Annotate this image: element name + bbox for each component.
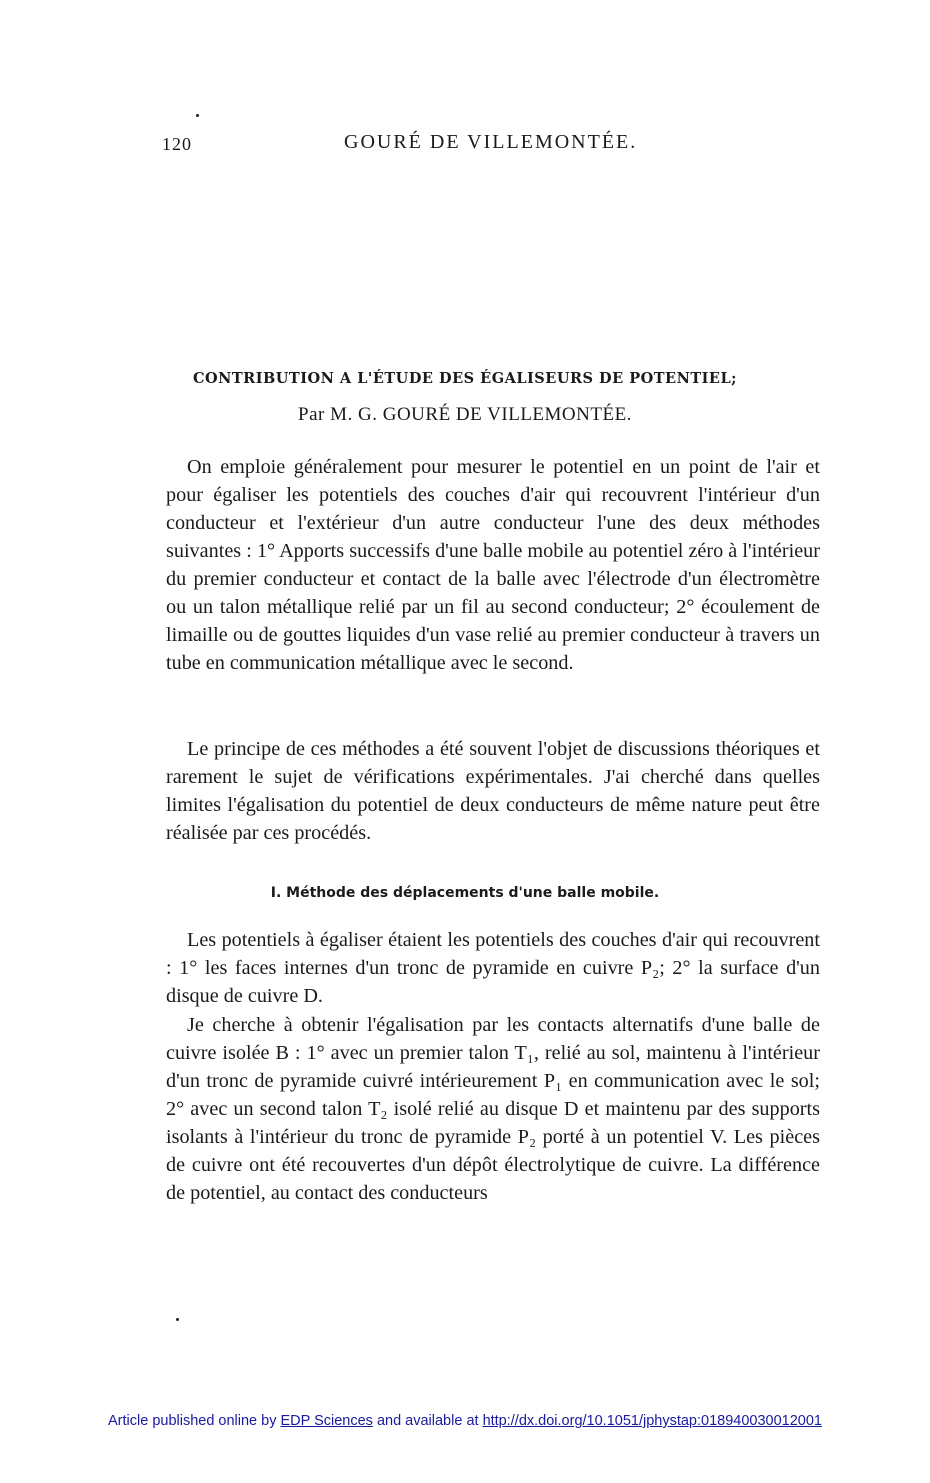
section-paragraph-2	[166, 1011, 820, 1207]
section-heading: I. Méthode des déplacements d'une balle mobile.	[270, 885, 660, 901]
footer-prefix: Article published online by	[108, 1413, 277, 1429]
running-head: GOURÉ DE VILLEMONTÉE.	[344, 131, 638, 153]
intro-paragraph-1	[166, 453, 820, 677]
paragraph-text: On emploie généralement pour mesurer le potentiel en un point de l'air et pour égaliser les potentiels des couches d'air qui recouvrent l'intérieur d'un conducteur et l'extérieur d'un autre conducteur l'une des deux méthodes suivantes : 1° Apports successifs d'une balle mobile au potentiel zéro à l'intérieur du premier conducteur et contact de la balle avec l'électrode d'un électromètre ou un talon métallique relié par un fil au second conducteur; 2° écoulement de limaille ou de gouttes liquides d'un vase relié au premier conducteur à travers un tube en communication métallique avec le second.	[166, 456, 820, 674]
paragraph-text: Les potentiels à égaliser étaient les potentiels des couches d'air qui recouvrent : 1° les faces internes d'un tronc de pyramide en cuivre P₂; 2° la surface d'un disque de cuivre D.	[166, 929, 820, 1007]
publisher-link[interactable]: EDP Sciences	[280, 1413, 373, 1429]
article-title: CONTRIBUTION A L'ÉTUDE DES ÉGALISEURS DE POTENTIEL;	[192, 370, 738, 387]
intro-paragraph-2	[166, 735, 820, 847]
footer-middle: and available at	[376, 1413, 479, 1429]
publication-footer	[0, 1413, 930, 1429]
scan-speck	[176, 1318, 179, 1321]
paragraph-text: Le principe de ces méthodes a été souvent l'objet de discussions théoriques et rarement le sujet de vérifications expérimentales. J'ai cherché dans quelles limites l'égalisation du potentiel de deux conducteurs de même nature peut être réalisée par ces procédés.	[166, 738, 820, 844]
scan-speck	[196, 114, 199, 117]
page-number: 120	[162, 134, 192, 154]
article-byline: Par M. G. GOURÉ DE VILLEMONTÉE.	[298, 404, 632, 425]
paragraph-text: Je cherche à obtenir l'égalisation par les contacts alternatifs d'une balle de cuivre isolée B : 1° avec un premier talon T₁, relié au sol, maintenu à l'intérieur d'un tronc de pyramide cuivré intérieurement P₁ en communication avec le sol; 2° avec un second talon T₂ isolé relié au disque D et maintenu par des supports isolants à l'intérieur du tronc de pyramide P₂ porté à un potentiel V. Les pièces de cuivre ont été recouvertes d'un dépôt électrolytique de cuivre. La différence de potentiel, au contact des conducteurs	[166, 1014, 820, 1204]
doi-link[interactable]: http://dx.doi.org/10.1051/jphystap:018940030012001	[482, 1413, 822, 1429]
section-paragraph-1	[166, 926, 820, 1010]
